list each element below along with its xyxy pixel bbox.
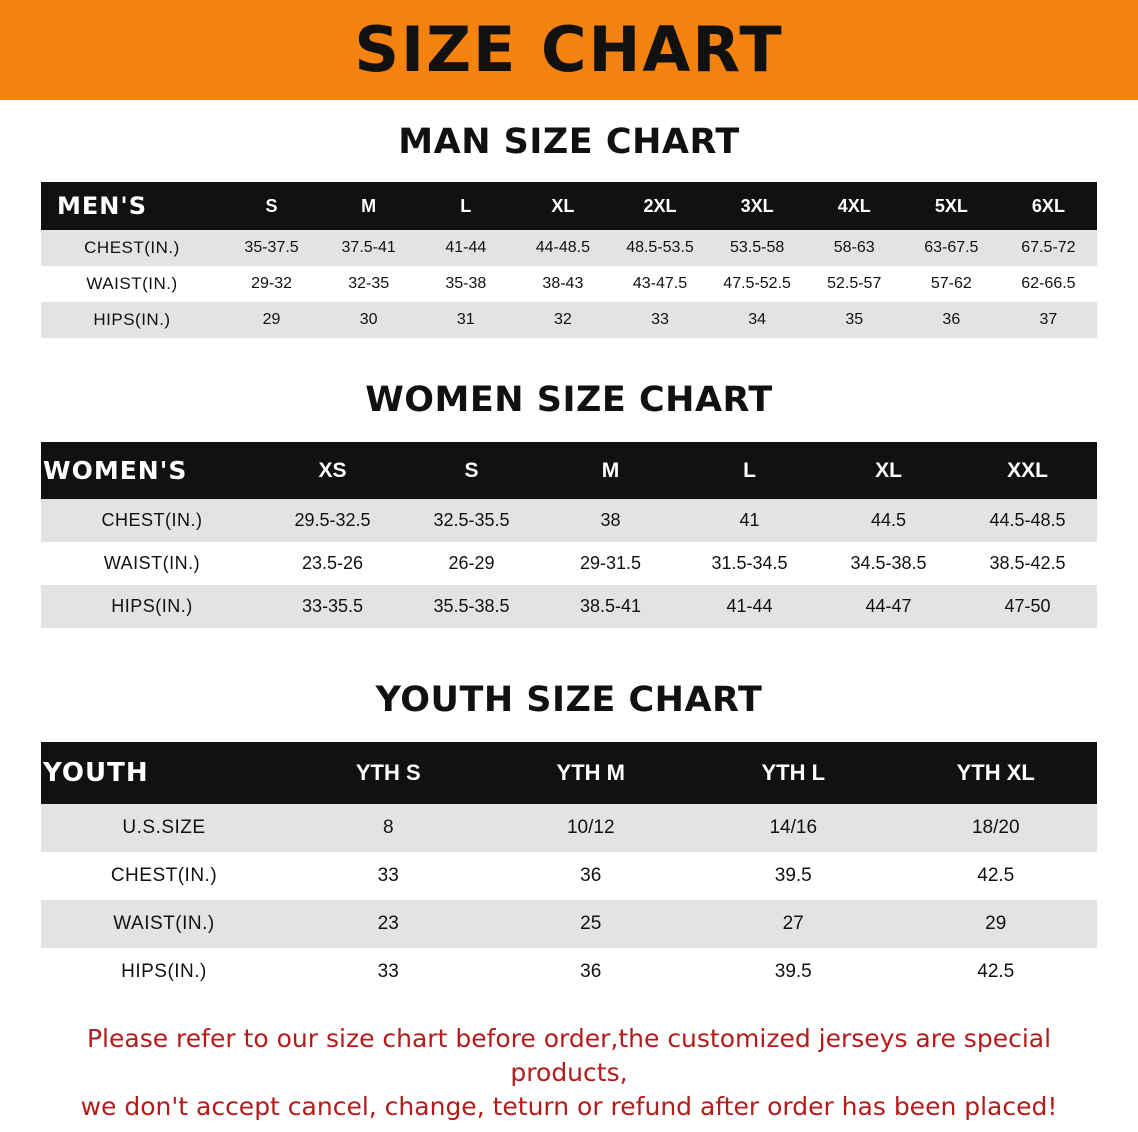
women-cell: 26-29 <box>402 542 541 585</box>
men-cell: 52.5-57 <box>806 266 903 302</box>
men-col-header: M <box>361 195 377 216</box>
youth-cell: 23 <box>287 900 490 948</box>
youth-cell: 42.5 <box>895 852 1098 900</box>
page-title: SIZE CHART <box>354 13 784 86</box>
youth-row-label: WAIST(IN.) <box>41 900 287 948</box>
man-size-table <box>41 182 1097 338</box>
man-section-heading: MAN SIZE CHART <box>398 122 740 162</box>
men-cell: 47.5-52.5 <box>709 266 806 302</box>
women-cell: 41 <box>680 499 819 542</box>
youth-cell: 42.5 <box>895 948 1098 996</box>
women-cell: 47-50 <box>958 585 1097 628</box>
women-cell: 29-31.5 <box>541 542 680 585</box>
men-col-header: 2XL <box>643 195 677 216</box>
men-cell: 31 <box>417 302 514 338</box>
women-cell: 29.5-32.5 <box>263 499 402 542</box>
women-col-header: S <box>464 458 479 482</box>
women-cell: 31.5-34.5 <box>680 542 819 585</box>
women-cell: 38.5-41 <box>541 585 680 628</box>
women-col-header: M <box>601 458 620 482</box>
youth-cell: 25 <box>490 900 693 948</box>
women-cell: 35.5-38.5 <box>402 585 541 628</box>
women-col-header: L <box>743 458 756 482</box>
youth-row-label: CHEST(IN.) <box>41 852 287 900</box>
men-cell: 34 <box>709 302 806 338</box>
men-col-header: S <box>265 195 278 216</box>
men-cell: 48.5-53.5 <box>611 230 708 266</box>
men-col-header: 5XL <box>934 195 968 216</box>
youth-cell: 27 <box>692 900 895 948</box>
youth-size-table <box>41 742 1097 996</box>
youth-cell: 14/16 <box>692 804 895 852</box>
youth-corner-label: YOUTH <box>43 758 149 788</box>
table-row <box>41 542 1097 585</box>
men-cell: 44-48.5 <box>514 230 611 266</box>
women-cell: 33-35.5 <box>263 585 402 628</box>
table-row <box>41 230 1097 266</box>
men-cell: 62-66.5 <box>1000 266 1097 302</box>
men-col-header: L <box>460 195 472 216</box>
youth-col-header: YTH M <box>556 760 625 785</box>
table-row <box>41 852 1097 900</box>
table-header-row <box>41 442 1097 499</box>
youth-cell: 33 <box>287 948 490 996</box>
women-row-label: CHEST(IN.) <box>41 499 263 542</box>
men-cell: 32 <box>514 302 611 338</box>
table-row <box>41 900 1097 948</box>
women-cell: 44.5 <box>819 499 958 542</box>
table-row <box>41 585 1097 628</box>
men-cell: 41-44 <box>417 230 514 266</box>
men-cell: 35-37.5 <box>223 230 320 266</box>
youth-cell: 39.5 <box>692 948 895 996</box>
youth-section-heading: YOUTH SIZE CHART <box>375 680 763 720</box>
page-banner <box>0 0 1138 100</box>
men-cell: 63-67.5 <box>903 230 1000 266</box>
man-table-wrapper <box>41 182 1097 338</box>
men-col-header: 6XL <box>1031 195 1065 216</box>
men-cell: 37.5-41 <box>320 230 417 266</box>
youth-cell: 10/12 <box>490 804 693 852</box>
table-header-row <box>41 742 1097 804</box>
youth-cell: 29 <box>895 900 1098 948</box>
women-table-wrapper <box>41 442 1097 628</box>
men-cell: 30 <box>320 302 417 338</box>
youth-cell: 8 <box>287 804 490 852</box>
men-row-label: WAIST(IN.) <box>41 266 223 302</box>
table-header-row <box>41 182 1097 230</box>
men-cell: 33 <box>611 302 708 338</box>
youth-cell: 18/20 <box>895 804 1098 852</box>
youth-row-label: U.S.SIZE <box>41 804 287 852</box>
policy-note-line-2: we don't accept cancel, change, teturn or refund after order has been placed! <box>80 1091 1058 1121</box>
women-section-heading: WOMEN SIZE CHART <box>365 380 773 420</box>
women-corner-label: WOMEN'S <box>43 456 188 485</box>
men-cell: 35 <box>806 302 903 338</box>
table-row <box>41 266 1097 302</box>
table-row <box>41 302 1097 338</box>
women-col-header: XL <box>875 458 902 482</box>
youth-cell: 36 <box>490 948 693 996</box>
men-cell: 32-35 <box>320 266 417 302</box>
men-cell: 36 <box>903 302 1000 338</box>
men-cell: 57-62 <box>903 266 1000 302</box>
men-cell: 67.5-72 <box>1000 230 1097 266</box>
men-cell: 29 <box>223 302 320 338</box>
women-col-header: XXL <box>1007 458 1048 482</box>
women-row-label: HIPS(IN.) <box>41 585 263 628</box>
women-cell: 44.5-48.5 <box>958 499 1097 542</box>
men-corner-label: MEN'S <box>57 192 147 220</box>
women-size-table <box>41 442 1097 628</box>
policy-note <box>36 1022 1102 1123</box>
men-col-header: 3XL <box>740 195 774 216</box>
policy-note-line-1: Please refer to our size chart before order,the customized jerseys are special products, <box>86 1024 1052 1087</box>
table-row <box>41 499 1097 542</box>
women-col-header: XS <box>318 458 347 482</box>
men-cell: 29-32 <box>223 266 320 302</box>
men-row-label: CHEST(IN.) <box>41 230 223 266</box>
men-cell: 37 <box>1000 302 1097 338</box>
women-cell: 41-44 <box>680 585 819 628</box>
women-cell: 32.5-35.5 <box>402 499 541 542</box>
women-cell: 23.5-26 <box>263 542 402 585</box>
youth-col-header: YTH XL <box>956 760 1035 785</box>
youth-cell: 33 <box>287 852 490 900</box>
men-cell: 53.5-58 <box>709 230 806 266</box>
youth-cell: 39.5 <box>692 852 895 900</box>
women-cell: 38 <box>541 499 680 542</box>
men-col-header: XL <box>551 195 575 216</box>
women-row-label: WAIST(IN.) <box>41 542 263 585</box>
women-cell: 38.5-42.5 <box>958 542 1097 585</box>
men-row-label: HIPS(IN.) <box>41 302 223 338</box>
youth-cell: 36 <box>490 852 693 900</box>
men-col-header: 4XL <box>837 195 871 216</box>
men-cell: 58-63 <box>806 230 903 266</box>
table-row <box>41 948 1097 996</box>
men-cell: 43-47.5 <box>611 266 708 302</box>
women-cell: 34.5-38.5 <box>819 542 958 585</box>
youth-row-label: HIPS(IN.) <box>41 948 287 996</box>
women-cell: 44-47 <box>819 585 958 628</box>
men-cell: 35-38 <box>417 266 514 302</box>
table-row <box>41 804 1097 852</box>
men-cell: 38-43 <box>514 266 611 302</box>
youth-col-header: YTH L <box>761 760 826 785</box>
youth-col-header: YTH S <box>355 760 421 785</box>
youth-table-wrapper <box>41 742 1097 996</box>
